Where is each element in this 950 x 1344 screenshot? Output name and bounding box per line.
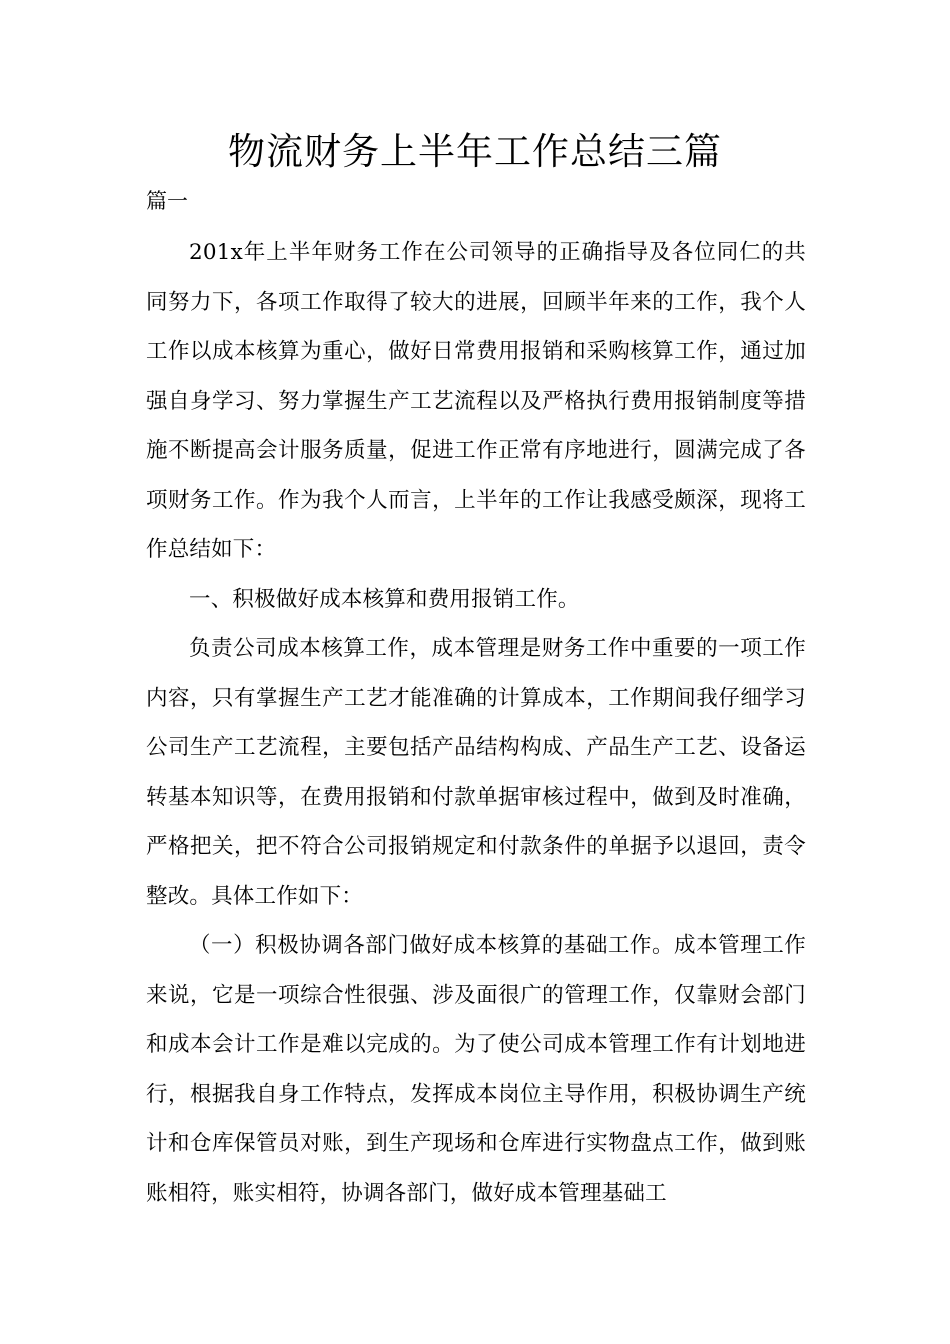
paragraph-cost-accounting: 负责公司成本核算工作，成本管理是财务工作中重要的一项工作内容，只有掌握生产工艺才能准确的计算成本，工作期间我仔细学习公司生产工艺流程，主要包括产品结构构成、产品生产工艺、设备运转基本知识等，在费用报销和付款单据审核过程中，做到及时准确，严格把关，把不符合公司报销规定和付款条件的单据予以退回，责令整改。具体工作如下： <box>146 636 806 909</box>
paragraph-heading-1: 一、积极做好成本核算和费用报销工作。 <box>189 586 580 612</box>
section-label: 篇一 <box>146 189 188 213</box>
document-title: 物流财务上半年工作总结三篇 <box>228 130 722 173</box>
document-body <box>146 228 806 1218</box>
paragraph-intro: 201x年上半年财务工作在公司领导的正确指导及各位同仁的共同努力下，各项工作取得了较大的进展，回顾半年来的工作，我个人工作以成本核算为重心，做好日常费用报销和采购核算工作，通过加强自身学习、努力掌握生产工艺流程以及严格执行费用报销制度等措施不断提高会计服务质量，促进工作正常有序地进行，圆满完成了各项财务工作。作为我个人而言，上半年的工作让我感受颇深，现将工作总结如下： <box>146 240 806 562</box>
paragraph-subsection-1: （一）积极协调各部门做好成本核算的基础工作。成本管理工作来说，它是一项综合性很强、涉及面很广的管理工作，仅靠财会部门和成本会计工作是难以完成的。为了使公司成本管理工作有计划地进行，根据我自身工作特点，发挥成本岗位主导作用，积极协调生产统计和仓库保管员对账，到生产现场和仓库进行实物盘点工作，做到账账相符，账实相符，协调各部门，做好成本管理基础工 <box>146 933 806 1206</box>
